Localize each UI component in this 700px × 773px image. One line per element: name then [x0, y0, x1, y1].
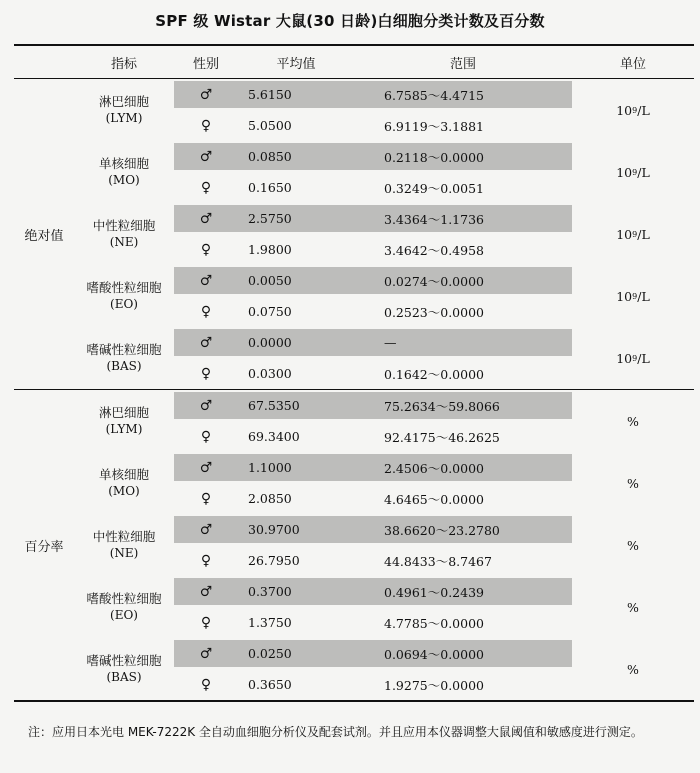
sex-cell: ♂: [199, 272, 213, 289]
sex-cell: ♀: [200, 676, 212, 693]
range-cell: 3.4364～1.1736: [384, 211, 484, 227]
unit-cell: [572, 638, 694, 700]
table-row: [174, 358, 572, 389]
mean-cell: 69.3400: [248, 429, 300, 444]
unit-cell: [572, 203, 694, 265]
mean-cell: 1.3750: [248, 615, 292, 630]
unit-base: %: [627, 537, 639, 553]
sex-cell: ♀: [200, 428, 212, 445]
unit-cell: [572, 265, 694, 327]
mean-cell: 0.1650: [248, 180, 292, 195]
unit-cell: [572, 514, 694, 576]
unit-base: 10: [616, 288, 633, 304]
indicator-abbr: (BAS): [106, 359, 142, 373]
indicator-abbr: (MO): [108, 173, 140, 187]
table-row: [174, 172, 572, 203]
mean-cell: 0.3700: [248, 584, 292, 599]
unit-cell: [572, 79, 694, 141]
indicator-cell: [74, 390, 174, 452]
unit-cell: [572, 390, 694, 452]
sex-cell: ♀: [200, 241, 212, 258]
table-row: [174, 110, 572, 141]
wbc-table: [14, 44, 694, 702]
range-cell: 2.4506～0.0000: [384, 460, 484, 476]
table-row: [174, 669, 572, 700]
unit-suffix: /L: [637, 102, 650, 118]
range-cell: 0.1642～0.0000: [384, 366, 484, 382]
range-cell: 0.2523～0.0000: [384, 304, 484, 320]
indicator-cell: [74, 327, 174, 389]
range-cell: 44.8433～8.7467: [384, 553, 492, 569]
indicator-abbr: (NE): [109, 546, 139, 560]
unit-base: %: [627, 599, 639, 615]
indicator-name: 单核细胞: [98, 156, 149, 171]
mean-cell: 5.0500: [248, 118, 292, 133]
unit-suffix: /L: [637, 226, 650, 242]
indicator-name: 嗜酸性粒细胞: [86, 591, 162, 606]
table-header: [14, 46, 694, 78]
table-row: [174, 203, 572, 234]
range-cell: 0.2118～0.0000: [384, 149, 484, 165]
mean-cell: 0.0050: [248, 273, 292, 288]
range-cell: 1.9275～0.0000: [384, 677, 484, 693]
table-row: [174, 390, 572, 421]
sex-cell: ♀: [200, 614, 212, 631]
table-row: [174, 638, 572, 669]
unit-exponent: 9: [632, 105, 638, 115]
indicator-cell: [74, 576, 174, 638]
table-row: [174, 576, 572, 607]
cell-type-group: [14, 203, 694, 265]
indicator-cell: [74, 452, 174, 514]
table-row: [174, 327, 572, 358]
sex-cell: ♀: [200, 552, 212, 569]
cell-type-group: [14, 514, 694, 576]
table-section: [14, 390, 694, 700]
table-section: [14, 79, 694, 389]
cell-type-group: [14, 79, 694, 141]
range-cell: 3.4642～0.4958: [384, 242, 484, 258]
header-indicator: 指标: [110, 56, 137, 72]
range-cell: 6.9119～3.1881: [384, 118, 484, 134]
indicator-cell: [74, 203, 174, 265]
unit-cell: [572, 576, 694, 638]
indicator-cell: [74, 514, 174, 576]
unit-base: %: [627, 475, 639, 491]
mean-cell: 1.9800: [248, 242, 292, 257]
indicator-name: 单核细胞: [98, 467, 149, 482]
range-cell: 0.3249～0.0051: [384, 180, 484, 196]
range-cell: 0.4961～0.2439: [384, 584, 484, 600]
indicator-abbr: (LYM): [105, 111, 143, 125]
bottom-rule: [14, 700, 694, 702]
unit-cell: [572, 141, 694, 203]
header-range: 范围: [449, 56, 476, 72]
sex-cell: ♂: [199, 210, 213, 227]
mean-cell: 0.0850: [248, 149, 292, 164]
indicator-name: 嗜碱性粒细胞: [86, 342, 162, 357]
table-row: [174, 483, 572, 514]
indicator-abbr: (LYM): [105, 422, 143, 436]
unit-base: 10: [616, 350, 633, 366]
mean-cell: 0.0250: [248, 646, 292, 661]
unit-cell: [572, 327, 694, 389]
indicator-name: 淋巴细胞: [98, 94, 149, 109]
cell-type-group: [14, 265, 694, 327]
mean-cell: 5.6150: [248, 87, 292, 102]
table-row: [174, 452, 572, 483]
range-cell: 4.7785～0.0000: [384, 615, 484, 631]
mean-cell: 26.7950: [248, 553, 300, 568]
section-category: 百分率: [24, 539, 64, 555]
unit-suffix: /L: [637, 288, 650, 304]
header-unit: 单位: [619, 56, 646, 72]
range-cell: 38.6620～23.2780: [384, 522, 500, 538]
table-title: SPF 级 Wistar 大鼠(30 日龄)白细胞分类计数及百分数: [155, 12, 545, 30]
unit-base: 10: [616, 164, 633, 180]
table-row: [174, 141, 572, 172]
table-row: [174, 79, 572, 110]
indicator-name: 淋巴细胞: [98, 405, 149, 420]
sex-cell: ♂: [199, 334, 213, 351]
mean-cell: 1.1000: [248, 460, 292, 475]
header-sex: 性别: [192, 56, 219, 72]
mean-cell: 67.5350: [248, 398, 300, 413]
table-row: [174, 296, 572, 327]
table-row: [174, 421, 572, 452]
range-cell: 4.6465～0.0000: [384, 491, 484, 507]
sex-cell: ♀: [200, 490, 212, 507]
mean-cell: 2.0850: [248, 491, 292, 506]
sex-cell: ♀: [200, 179, 212, 196]
cell-type-group: [14, 327, 694, 389]
sex-cell: ♀: [200, 365, 212, 382]
sex-cell: ♀: [200, 117, 212, 134]
unit-exponent: 9: [632, 291, 638, 301]
range-cell: 75.2634～59.8066: [384, 398, 500, 414]
sex-cell: ♂: [199, 583, 213, 600]
indicator-name: 中性粒细胞: [92, 218, 156, 233]
unit-suffix: /L: [637, 350, 650, 366]
cell-type-group: [14, 141, 694, 203]
sex-cell: ♂: [199, 86, 213, 103]
mean-cell: 0.0300: [248, 366, 292, 381]
table-note: 注：应用日本光电 MEK-7222K 全自动血细胞分析仪及配套试剂。并且应用本仪器调整大鼠阈值和敏感度进行测定。: [28, 725, 643, 739]
cell-type-group: [14, 390, 694, 452]
table-row: [174, 265, 572, 296]
sex-cell: ♂: [199, 148, 213, 165]
unit-base: %: [627, 661, 639, 677]
indicator-abbr: (EO): [110, 297, 138, 311]
unit-exponent: 9: [632, 353, 638, 363]
sex-cell: ♂: [199, 645, 213, 662]
cell-type-group: [14, 576, 694, 638]
unit-exponent: 9: [632, 167, 638, 177]
range-cell: 0.0274～0.0000: [384, 273, 484, 289]
indicator-name: 中性粒细胞: [92, 529, 156, 544]
header-mean: 平均值: [276, 56, 316, 72]
indicator-cell: [74, 141, 174, 203]
mean-cell: 0.0750: [248, 304, 292, 319]
unit-base: 10: [616, 226, 633, 242]
indicator-abbr: (EO): [110, 608, 138, 622]
sex-cell: ♀: [200, 303, 212, 320]
indicator-cell: [74, 79, 174, 141]
mean-cell: 0.3650: [248, 677, 292, 692]
indicator-abbr: (MO): [108, 484, 140, 498]
cell-type-group: [14, 638, 694, 700]
mean-cell: 30.9700: [248, 522, 300, 537]
unit-exponent: 9: [632, 229, 638, 239]
table-row: [174, 545, 572, 576]
range-cell: 6.7585～4.4715: [384, 87, 484, 103]
sex-cell: ♂: [199, 459, 213, 476]
table-row: [174, 607, 572, 638]
mean-cell: 2.5750: [248, 211, 292, 226]
section-category: 绝对值: [24, 228, 64, 244]
range-cell: 92.4175～46.2625: [384, 429, 500, 445]
table-body: [14, 79, 694, 700]
unit-base: 10: [616, 102, 633, 118]
indicator-cell: [74, 638, 174, 700]
indicator-name: 嗜酸性粒细胞: [86, 280, 162, 295]
cell-type-group: [14, 452, 694, 514]
indicator-abbr: (NE): [109, 235, 139, 249]
indicator-cell: [74, 265, 174, 327]
indicator-name: 嗜碱性粒细胞: [86, 653, 162, 668]
sex-cell: ♂: [199, 397, 213, 414]
table-row: [174, 234, 572, 265]
unit-base: %: [627, 413, 639, 429]
unit-suffix: /L: [637, 164, 650, 180]
table-row: [174, 514, 572, 545]
sex-cell: ♂: [199, 521, 213, 538]
indicator-abbr: (BAS): [106, 670, 142, 684]
range-cell: —: [384, 335, 397, 350]
range-cell: 0.0694～0.0000: [384, 646, 484, 662]
unit-cell: [572, 452, 694, 514]
mean-cell: 0.0000: [248, 335, 292, 350]
